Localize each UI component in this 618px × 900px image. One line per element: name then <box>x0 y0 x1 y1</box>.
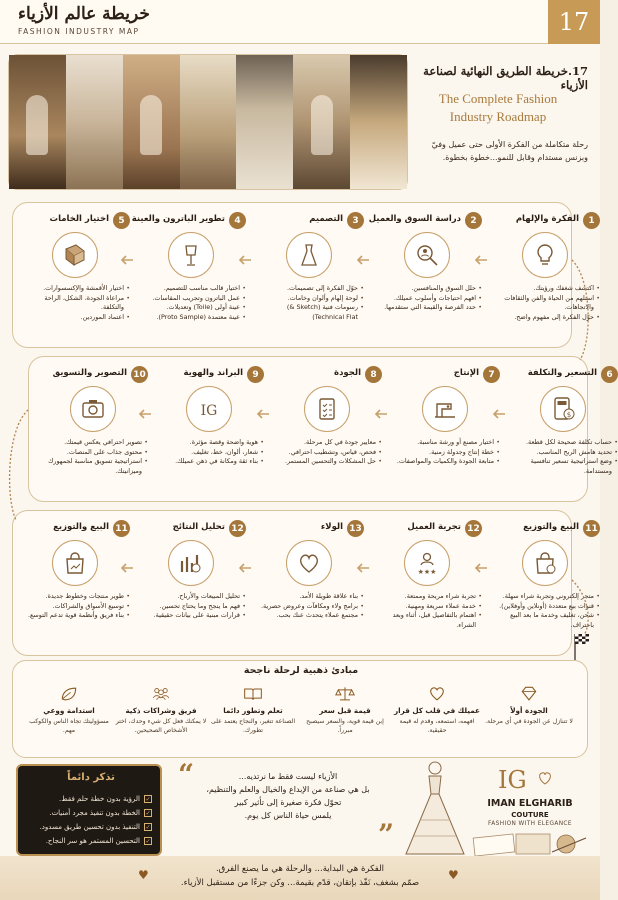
step-bullets <box>256 592 364 621</box>
step-bullet: • اختيار مصنع أو ورشة مناسبة. <box>392 438 500 448</box>
step-bullet: • بناء علاقة طويلة الأمد. <box>256 592 364 602</box>
step-number-badge: 12 <box>229 520 246 537</box>
step-title: البيع والتوزيع <box>523 522 579 532</box>
check-icon: ✓ <box>145 838 151 845</box>
step-bullet: • اعتماد الموردين. <box>22 313 130 323</box>
step-bullet: • عمل الباترون وتجريب المقاسات. <box>138 294 246 304</box>
step-bullet: • تجربة شراء مريحة وممتعة. <box>374 592 482 602</box>
hero-photo-designer <box>9 55 66 189</box>
brand-tagline: FASHION WITH ELEGANCE <box>488 821 572 827</box>
quote-line: بل هي صناعة من الإبداع والخيال والعلم والتنظيم، <box>206 785 370 794</box>
step-bullet: • اختيار الأقمشة والإكسسوارات. <box>22 284 130 294</box>
step-bullet: • محتوى جذاب على المنصات. <box>40 448 148 458</box>
step-number-badge: 5 <box>113 212 130 229</box>
hero-photo-mannequin <box>123 55 180 189</box>
brand-sub: COUTURE <box>511 811 549 819</box>
step-bullets <box>138 284 246 322</box>
step-bullet: • رسومات فنية (Sketch &) Technical Flat) <box>256 303 364 322</box>
remember-item-text: التنفيذ بدون تحسين طريق مسدود. <box>39 823 140 831</box>
roadmap-step <box>156 362 264 504</box>
step-bullet: • طوير منتجات وخطوط جديدة. <box>22 592 130 602</box>
step-title: التسعير والتكلفة <box>527 368 597 378</box>
brand-name: IMAN ELGHARIB <box>487 798 573 809</box>
step-bullets <box>22 592 130 621</box>
customer-rating-icon <box>404 540 450 586</box>
step-number-badge: 1 <box>583 212 600 229</box>
quote-line: يلمس حياة الناس كل يوم. <box>244 811 332 820</box>
step-bullet: • حوّل الفكرة إلى تصميمات. <box>256 284 364 294</box>
principle-title: عميلك في قلب كل قرار <box>394 706 480 715</box>
golden-principles-panel <box>12 660 588 758</box>
camera-icon <box>70 386 116 432</box>
remember-item <box>20 792 152 806</box>
step-bullet: • متجر إلكتروني وتجربة شراء سهلة. <box>492 592 600 602</box>
sewing-machine-icon <box>422 386 468 432</box>
market-research-icon <box>404 232 450 278</box>
footer-line: صمّم بشغف، نَفّذ بإتقان، قدّم بقيمة... وكن جزءًا من مستقبل الأزياء. <box>180 878 420 888</box>
step-bullet: • حلل السوق والمنافسين. <box>374 284 482 294</box>
principle-desc: إبن قيمة قوية، والسعر سيصبح مبرراً. <box>306 718 384 734</box>
hero-photo-rack <box>293 55 350 189</box>
heart-outline-icon <box>427 685 447 703</box>
roadmap-step <box>22 516 130 658</box>
book-icon <box>243 685 263 703</box>
hero-photo-fabrics <box>180 55 237 189</box>
roadmap-step <box>256 516 364 658</box>
lightbulb-icon <box>522 232 568 278</box>
roadmap-step <box>374 516 482 658</box>
step-title: تجربة العميل <box>407 522 461 532</box>
calculator-icon <box>540 386 586 432</box>
principle-title: استدامة ووعي <box>43 706 95 715</box>
step-bullet: • قرارات مبنية على بيانات حقيقية. <box>138 611 246 621</box>
hero-photo-sewing <box>236 55 293 189</box>
step-bullets <box>374 284 482 313</box>
page-title: خريطة عالم الأزياء <box>18 4 150 24</box>
step-number-badge: 10 <box>131 366 148 383</box>
step-bullets <box>492 592 600 630</box>
step-bullet: • اكتشف شغفك ورؤيتك. <box>492 284 600 294</box>
step-title: الإنتاج <box>453 368 479 378</box>
step-title: البيع والتوزيع <box>53 522 109 532</box>
step-bullets <box>274 438 382 467</box>
step-bullet: • مراعاة الجودة، الشكل، الراحة والتكلفة. <box>22 294 130 313</box>
quote-close-icon: ” <box>378 818 395 851</box>
fabric-icon <box>52 232 98 278</box>
check-icon: ✓ <box>145 810 151 817</box>
step-bullet: • فحص، قياس، وتشطيب احترافي. <box>274 448 382 458</box>
step-bullet: • تصوير احترافي يعكس قيمتك. <box>40 438 148 448</box>
roadmap-step <box>392 362 500 504</box>
remember-item <box>20 834 152 848</box>
principle-item <box>207 685 299 755</box>
step-bullet: • معايير جودة في كل مرحلة. <box>274 438 382 448</box>
checklist-icon <box>304 386 350 432</box>
step-number-badge: 8 <box>365 366 382 383</box>
step-bullet: • عينة معتمدة (Proto Sample). <box>138 313 246 323</box>
step-bullet: • شعار، ألوان، خط، تغليف. <box>156 448 264 458</box>
step-bullet: • بناء ثقة ومكانة في ذهن عميلك. <box>156 457 264 467</box>
step-bullet: • استلهم من الحياة والفن والثقافات والاتجاهات. <box>492 294 600 313</box>
step-bullet: • حدد الفرصة والقيمة التي ستقدمها. <box>374 303 482 313</box>
step-bullets <box>510 438 618 476</box>
principle-title: الجودة أولاً <box>510 706 548 715</box>
principle-desc: افهمه، استمعه، وقدم له قيمة حقيقية. <box>399 718 475 734</box>
team-icon <box>151 685 171 703</box>
step-bullet: • حوّل الفكرة إلى مفهوم واضح. <box>492 313 600 323</box>
roadmap-step <box>492 516 600 658</box>
step-bullet: • فهم ما ينجح وما يحتاج تحسين. <box>138 602 246 612</box>
header <box>0 0 600 44</box>
remember-title: تذكر دائماً <box>67 772 115 783</box>
step-title: تحليل النتائج <box>172 522 225 532</box>
roadmap-step <box>22 208 130 350</box>
step-bullet: • توسيع الأسواق والشراكات. <box>22 602 130 612</box>
step-bullet: • تحديد هامش الربح المناسب. <box>510 448 618 458</box>
growth-bag-icon <box>52 540 98 586</box>
principle-desc: الصناعة تتغير، والنجاح يعتمد على تطورك. <box>210 718 296 734</box>
principle-desc: لا يمكنك فعل كل شيء وحدك، اختر الأشخاص الصحيحين. <box>115 718 207 734</box>
step-bullets <box>374 592 482 630</box>
step-title: البراند والهوية <box>183 368 243 378</box>
step-number-badge: 2 <box>465 212 482 229</box>
principle-title: تعلم وتطور دائما <box>223 706 283 715</box>
intro-title-en <box>408 90 588 126</box>
page-number-badge: 17 <box>548 0 600 44</box>
dress-sketch-icon <box>286 232 332 278</box>
principle-title: قيمة قبل سعر <box>319 706 371 715</box>
step-bullets <box>156 438 264 467</box>
page-subtitle: FASHION INDUSTRY MAP <box>18 27 140 36</box>
roadmap-step <box>274 362 382 504</box>
hero-photo-boutique <box>350 55 407 189</box>
step-title: التصوير والتسويق <box>52 368 127 378</box>
step-number-badge: 11 <box>113 520 130 537</box>
principle-item <box>483 685 575 755</box>
step-bullet: • حل المشكلات والتحسين المستمر. <box>274 457 382 467</box>
step-number-badge: 9 <box>247 366 264 383</box>
step-title: الولاء <box>320 522 343 532</box>
step-bullet: • افهم احتياجات وأسلوب عميلك. <box>374 294 482 304</box>
step-bullet: • اختيار قالب مناسب للتصميم. <box>138 284 246 294</box>
leaf-icon <box>59 685 79 703</box>
heart-icon: ♥ <box>138 868 149 882</box>
scale-icon <box>335 685 355 703</box>
heart-icon <box>286 540 332 586</box>
intro-title-ar: 17.خريطة الطريق النهائية لصناعة الأزياء <box>423 64 588 92</box>
intro-description: رحلة متكاملة من الفكرة الأولى حتى عميل وفيّ وبزنس مستدام وقابل للنمو...خطوة بخطوة. <box>431 140 588 162</box>
principle-item <box>115 685 207 755</box>
step-bullet: • استراتيجية تسويق مناسبة لجمهورك وميزانيتك. <box>40 457 148 476</box>
step-bullets <box>492 284 600 322</box>
quote-line: تحوّل فكرة صغيرة إلى تأثير كبير <box>234 798 342 807</box>
step-title: الجودة <box>334 368 361 378</box>
principle-desc: مسؤوليتك تجاه الناس والكوكب مهم. <box>29 718 109 734</box>
check-icon: ✓ <box>145 824 151 831</box>
svg-text:$: $ <box>566 411 572 419</box>
sketch-desk-illustration <box>470 830 590 856</box>
brand-logo: IG <box>498 766 527 794</box>
step-bullet: • وضع استراتيجية تسعير تنافسية ومستدامة. <box>510 457 618 476</box>
step-bullet: • حساب تكلفة صحيحة لكل قطعة. <box>510 438 618 448</box>
principle-title: فريق وشراكات ذكية <box>125 706 197 715</box>
step-bullets <box>138 592 246 621</box>
step-number-badge: 6 <box>601 366 618 383</box>
step-title: التصميم <box>309 214 343 224</box>
hero-photo-sketch <box>66 55 123 189</box>
svg-text:★★★: ★★★ <box>417 568 437 576</box>
principle-item <box>299 685 391 755</box>
remember-item-text: الرؤية بدون خطة حلم فقط. <box>59 795 140 803</box>
step-number-badge: 13 <box>347 520 364 537</box>
principle-item <box>23 685 115 755</box>
rose-icon <box>536 770 554 786</box>
step-bullet: • خطة إنتاج وجدولة زمنية. <box>392 448 500 458</box>
step-number-badge: 4 <box>229 212 246 229</box>
brand-logo-icon <box>186 386 232 432</box>
step-bullet: • مجتمع عملاء يتحدث عنك بحب. <box>256 611 364 621</box>
footer-line: الفكرة هي البداية... والرحلة هي ما يصنع الفرق. <box>215 864 385 874</box>
svg-text:IG: IG <box>200 403 218 419</box>
step-bullets <box>22 284 130 322</box>
step-number-badge: 11 <box>583 520 600 537</box>
heart-icon: ♥ <box>448 868 459 882</box>
principles-heading: مبادئ ذهبية لرحلة ناجحة <box>243 665 359 676</box>
remember-item <box>20 820 152 834</box>
intro-title-en-line2: Industry Roadmap <box>449 109 547 124</box>
quote-line: الأزياء ليست فقط ما نرتديه... <box>238 772 338 781</box>
remember-item-text: التحسين المستمر هو سر النجاح. <box>45 837 140 845</box>
step-bullet: • اهتمام بالتفاصيل قبل، أثناء وبعد الشراء. <box>374 611 482 630</box>
step-bullet: • شحن، تغليف وخدمة ما بعد البيع باحتراف. <box>492 611 600 630</box>
step-bullet: • برامج ولاء ومكافآت وعروض حصرية. <box>256 602 364 612</box>
roadmap-step <box>138 516 246 658</box>
roadmap-step <box>131 208 246 350</box>
step-bullet: • عينة أولى (Toile) وتعديلات. <box>138 303 246 313</box>
principle-desc: لا تتنازل عن الجودة في أي مرحلة. <box>485 718 573 725</box>
roadmap-step <box>40 362 148 504</box>
roadmap-step <box>256 208 364 350</box>
shopping-bag-icon <box>522 540 568 586</box>
roadmap-step <box>368 208 482 350</box>
step-title: اختيار الخامات <box>49 214 109 224</box>
step-bullets <box>40 438 148 476</box>
roadmap-step <box>510 362 618 504</box>
step-bullet: • قنوات بيع متعددة (أونلاين وأوفلاين). <box>492 602 600 612</box>
step-number-badge: 7 <box>483 366 500 383</box>
remember-box <box>16 764 162 856</box>
quote-text <box>188 770 388 822</box>
step-number-badge: 3 <box>347 212 364 229</box>
quote-open-icon: “ <box>178 758 195 791</box>
diamond-icon <box>519 685 539 703</box>
hero-collage <box>8 54 408 190</box>
step-bullets <box>256 284 364 322</box>
step-bullet: • تحليل المبيعات والأرباح. <box>138 592 246 602</box>
mannequin-icon <box>168 232 214 278</box>
gown-illustration <box>398 760 472 860</box>
remember-item-text: الخطة بدون تنفيذ مجرد أمنيات. <box>49 809 140 817</box>
step-bullets <box>392 438 500 467</box>
roadmap-step <box>492 208 600 350</box>
remember-item <box>20 806 152 820</box>
step-bullet: • بناء فريق وأنظمة قوية تدعم التوسع. <box>22 611 130 621</box>
analytics-icon <box>168 540 214 586</box>
step-title: دراسة السوق والعميل <box>368 214 461 224</box>
footer-text <box>120 862 480 890</box>
step-bullet: • لوحة إلهام وألوان وخامات. <box>256 294 364 304</box>
step-title: الفكرة والإلهام <box>515 214 579 224</box>
step-bullet: • خدمة عملاء سريعة ومهنية. <box>374 602 482 612</box>
principle-item <box>391 685 483 755</box>
step-title: تطوير الباترون والعينة <box>131 214 225 224</box>
check-icon: ✓ <box>145 796 151 803</box>
step-number-badge: 12 <box>465 520 482 537</box>
remember-list <box>20 792 152 848</box>
step-bullet: • متابعة الجودة والكميات والمواصفات. <box>392 457 500 467</box>
step-bullet: • هوية واضحة وقصة مؤثرة. <box>156 438 264 448</box>
intro-title-en-line1: The Complete Fashion <box>438 91 558 106</box>
